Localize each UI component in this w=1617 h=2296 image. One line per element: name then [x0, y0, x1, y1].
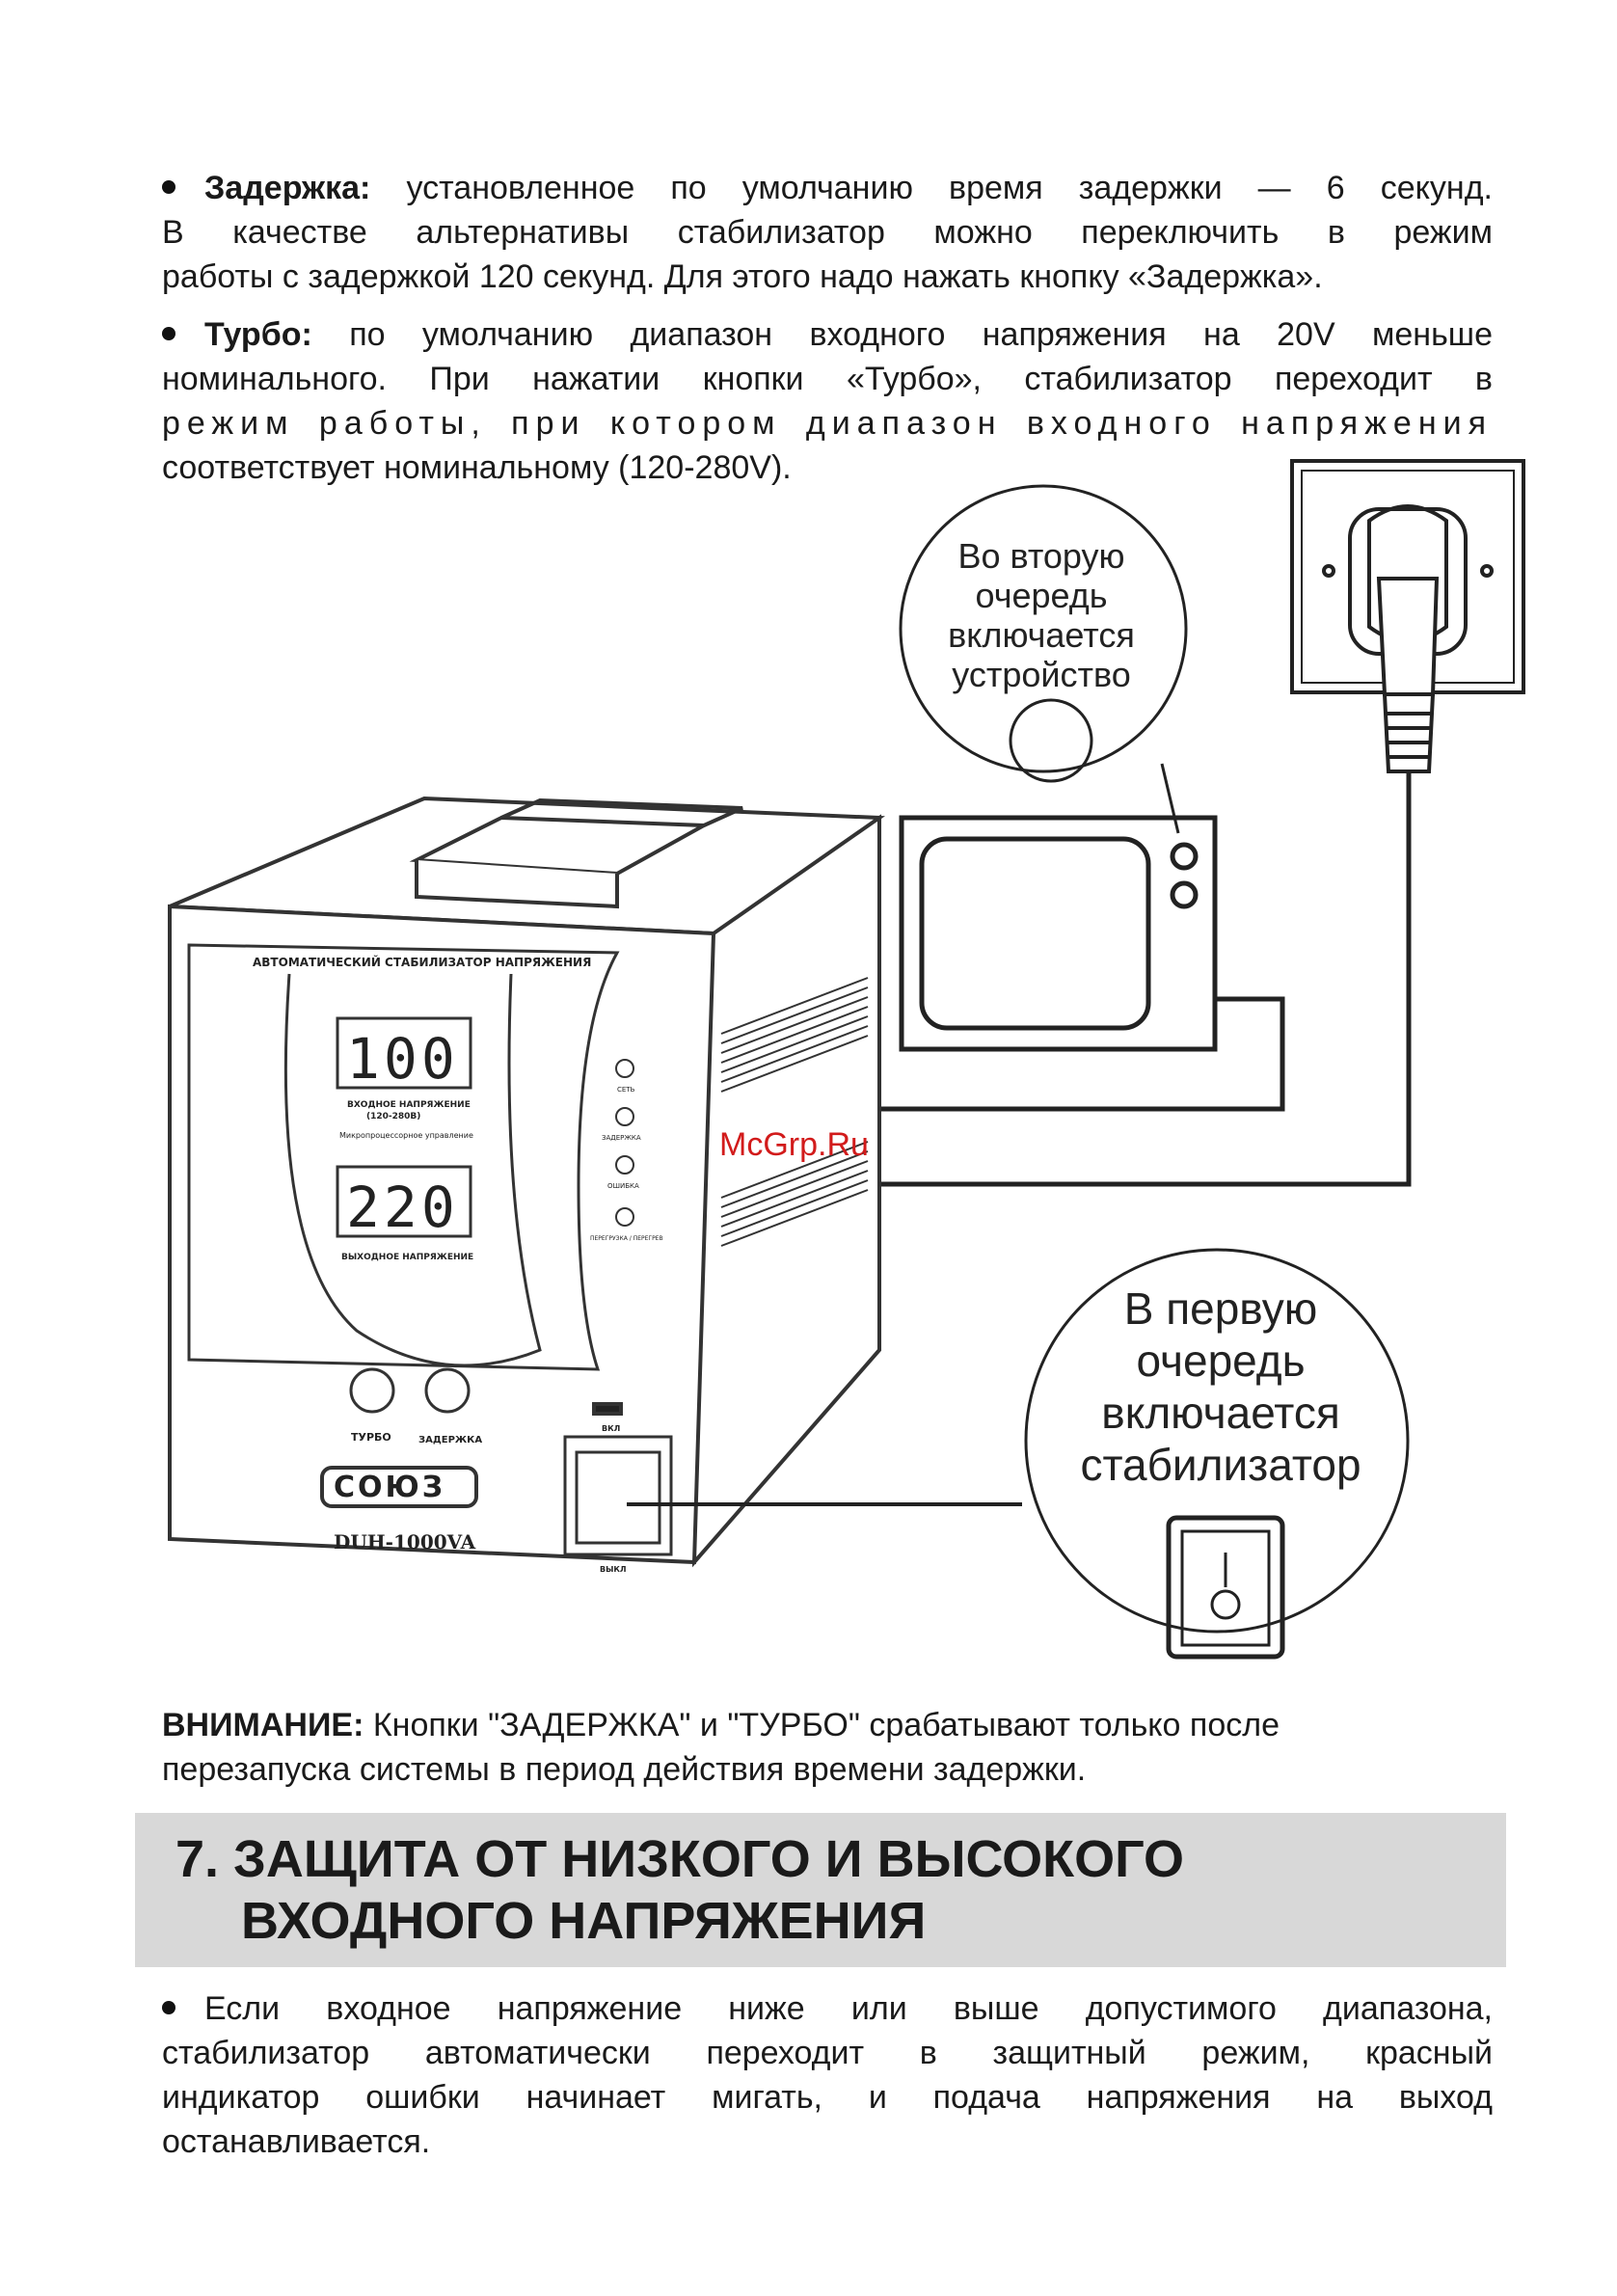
- first-callout-line-4: стабилизатор: [1080, 1440, 1361, 1490]
- section-title: [175, 1828, 1429, 1952]
- brand-label: СОЮЗ: [334, 1471, 446, 1504]
- turbo-line-3: режим работы, при котором диапазон входного напряжения: [162, 405, 1493, 442]
- indicator-2: ЗАДЕРЖКА: [602, 1134, 641, 1142]
- turbo-term: Турбо:: [204, 316, 312, 353]
- warning-term: ВНИМАНИЕ:: [162, 1707, 364, 1743]
- first-callout-line-1: В первую: [1123, 1283, 1318, 1334]
- turbo-button-label: ТУРБО: [351, 1431, 391, 1444]
- second-callout-text: [897, 536, 1186, 694]
- tv-icon: [902, 818, 1215, 1049]
- delay-line-2: В качестве альтернативы стабилизатор можно переключить в режим: [162, 214, 1493, 251]
- indicator-3: ОШИБКА: [607, 1182, 639, 1190]
- watermark: McGrp.Ru: [719, 1126, 869, 1163]
- warning-line-2: перезапуска системы в период действия времени задержки.: [162, 1751, 1087, 1788]
- switch-top-label: ВКЛ: [602, 1424, 621, 1433]
- middle-caption: Микропроцессорное управление: [339, 1131, 473, 1140]
- stabilizer-device: [170, 798, 879, 1562]
- wall-socket-icon: [1292, 461, 1523, 771]
- delay-line-3: работы с задержкой 120 секунд. Для этого надо нажать кнопку «Задержка».: [162, 258, 1323, 295]
- delay-term: Задержка:: [204, 170, 371, 206]
- indicator-1: СЕТЬ: [617, 1086, 635, 1094]
- second-callout-line-3: включается: [948, 615, 1135, 655]
- first-callout-line-3: включается: [1101, 1388, 1340, 1438]
- protection-line-4: останавливается.: [162, 2123, 431, 2160]
- section-title-line-1: 7. ЗАЩИТА ОТ НИЗКОГО И ВЫСОКОГО: [175, 1830, 1184, 1888]
- warning-paragraph: [162, 1703, 1493, 1792]
- tv-cord: [877, 999, 1282, 1109]
- model-label: DUH-1000VA: [334, 1530, 476, 1553]
- input-range: (120-280В): [366, 1112, 421, 1121]
- turbo-line-4: соответствует номинальному (120-280V).: [162, 449, 792, 486]
- input-caption: ВХОДНОЕ НАПРЯЖЕНИЕ: [347, 1100, 471, 1110]
- delay-button-label: ЗАДЕРЖКА: [418, 1435, 483, 1445]
- protection-line-3: индикатор ошибки начинает мигать, и подача напряжения на выход: [162, 2079, 1493, 2116]
- device-header: АВТОМАТИЧЕСКИЙ СТАБИЛИЗАТОР НАПРЯЖЕНИЯ: [253, 956, 592, 969]
- output-caption: ВЫХОДНОЕ НАПРЯЖЕНИЕ: [341, 1253, 474, 1262]
- protection-paragraph: [162, 1986, 1493, 2164]
- display-output: 220: [346, 1175, 459, 1240]
- warning-line-1: Кнопки "ЗАДЕРЖКА" и "ТУРБО" срабатывают только после: [372, 1707, 1280, 1743]
- turbo-line-2: номинального. При нажатии кнопки «Турбо», стабилизатор переходит в: [162, 361, 1493, 397]
- switch-bottom-label: ВЫКЛ: [600, 1565, 627, 1574]
- display-input: 100: [346, 1026, 459, 1092]
- delay-line-1: установленное по умолчанию время задержки — 6 секунд.: [406, 170, 1493, 206]
- second-callout-line-4: устройство: [952, 655, 1131, 694]
- bullet-icon: [162, 2001, 175, 2014]
- power-cord: [877, 771, 1409, 1184]
- first-callout-text: [1038, 1283, 1404, 1491]
- turbo-line-1: по умолчанию диапазон входного напряжения на 20V меньше: [349, 316, 1493, 353]
- second-callout-line-1: Во вторую: [957, 536, 1125, 576]
- protection-line-2: стабилизатор автоматически переходит в защитный режим, красный: [162, 2035, 1493, 2071]
- indicator-4: ПЕРЕГРУЗКА / ПЕРЕГРЕВ: [590, 1235, 663, 1242]
- first-callout-line-2: очередь: [1136, 1336, 1306, 1386]
- section-title-line-2: ВХОДНОГО НАПРЯЖЕНИЯ: [241, 1892, 927, 1950]
- protection-line-1: Если входное напряжение ниже или выше допустимого диапазона,: [204, 1990, 1493, 2027]
- second-callout-line-2: очередь: [975, 576, 1108, 615]
